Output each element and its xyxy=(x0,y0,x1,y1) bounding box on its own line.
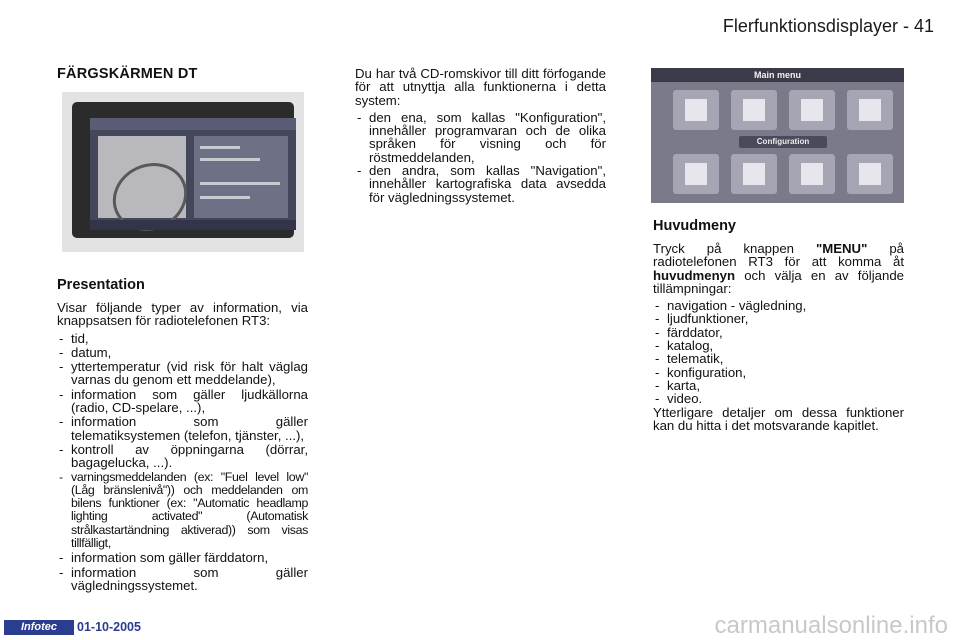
section-title: FÄRGSKÄRMEN DT xyxy=(57,66,198,82)
list-item: - ljudfunktioner, xyxy=(653,312,904,325)
map-tile-icon xyxy=(789,154,835,194)
list-item: - navigation - vägledning, xyxy=(653,299,904,312)
menu-key-label: "MENU" xyxy=(815,241,868,256)
infotec-badge: Infotec xyxy=(4,620,74,635)
presentation-list xyxy=(57,332,308,593)
main-menu-heading: Huvudmeny xyxy=(653,218,736,234)
audio-tile-icon xyxy=(731,90,777,130)
telematics-tile-icon xyxy=(673,154,719,194)
list-item: - karta, xyxy=(653,379,904,392)
list-item: - information som gäller ljudkällorna (radio, CD-spelare, ...), xyxy=(57,388,308,415)
list-item: - video. xyxy=(653,392,904,405)
main-menu-term: huvudmenyn xyxy=(653,267,736,283)
menu-highlight: Configuration xyxy=(739,136,827,148)
list-item: - tid, xyxy=(57,332,308,345)
list-item: - kontroll av öppningarna (dörrar, bagagelucka, ...). xyxy=(57,443,308,470)
menu-title: Main menu xyxy=(651,68,904,82)
display-info-panel xyxy=(194,136,288,218)
list-item: - varningsmeddelanden (ex: "Fuel level low" (Låg bränslenivå")) och meddelanden om bilens funktioner (ex: "Automatic headlamp lighting activated" (Automatisk strålkastartändning aktiverad)) som visas tillfälligt, xyxy=(57,471,308,551)
display-photo xyxy=(62,92,304,252)
configuration-tile-icon xyxy=(731,154,777,194)
list-item: - katalog, xyxy=(653,339,904,352)
application-list xyxy=(653,299,904,405)
list-item: - den andra, som kallas "Navigation", innehåller kartografiska data avsedda för vägledningssystemet. xyxy=(355,164,606,204)
computer-tile-icon xyxy=(789,90,835,130)
list-item: - den ena, som kallas "Konfiguration", innehåller programvaran och de olika språken för visning och för röstmeddelanden, xyxy=(355,111,606,164)
cdrom-text xyxy=(355,67,606,204)
presentation-heading: Presentation xyxy=(57,277,145,293)
list-item: - färddator, xyxy=(653,326,904,339)
navigation-tile-icon xyxy=(673,90,719,130)
display-status-bar xyxy=(90,118,296,130)
main-menu-screenshot xyxy=(651,68,904,203)
video-tile-icon xyxy=(847,154,893,194)
main-menu-outro: Ytterligare detaljer om dessa funktioner kan du hitta i det motsvarande kapitlet. xyxy=(653,404,904,433)
main-menu-intro: Tryck på knappen "MENU" på radiotelefonen RT3 för att komma åt huvudmenyn och välja en av följande tillämpningar: xyxy=(653,241,904,296)
display-screen xyxy=(90,118,296,230)
cdrom-intro: Du har två CD-romskivor till ditt förfogande för att utnyttja alla funktionerna i detta system: xyxy=(355,66,606,108)
main-menu-text xyxy=(653,242,904,436)
presentation-intro: Visar följande typer av information, via knappsatsen för radiotelefonen RT3: xyxy=(57,300,308,329)
print-date: 01-10-2005 xyxy=(77,620,141,634)
list-item: - information som gäller telematiksystemen (telefon, tjänster, ...), xyxy=(57,415,308,442)
watermark: carmanualsonline.info xyxy=(714,612,948,639)
list-item: - information som gäller färddatorn, xyxy=(57,551,308,564)
cdrom-list xyxy=(355,111,606,204)
list-item: - telematik, xyxy=(653,352,904,365)
display-map-panel xyxy=(98,136,186,218)
list-item: - datum, xyxy=(57,346,308,359)
list-item: - yttertemperatur (vid risk för halt väglag varnas du genom ett meddelande), xyxy=(57,360,308,387)
list-item: - konfiguration, xyxy=(653,366,904,379)
page-header: Flerfunktionsdisplayer - 41 xyxy=(722,16,934,36)
display-footer-bar xyxy=(90,220,296,230)
presentation-text xyxy=(57,301,308,593)
directory-tile-icon xyxy=(847,90,893,130)
list-item: - information som gäller vägledningssystemet. xyxy=(57,566,308,593)
